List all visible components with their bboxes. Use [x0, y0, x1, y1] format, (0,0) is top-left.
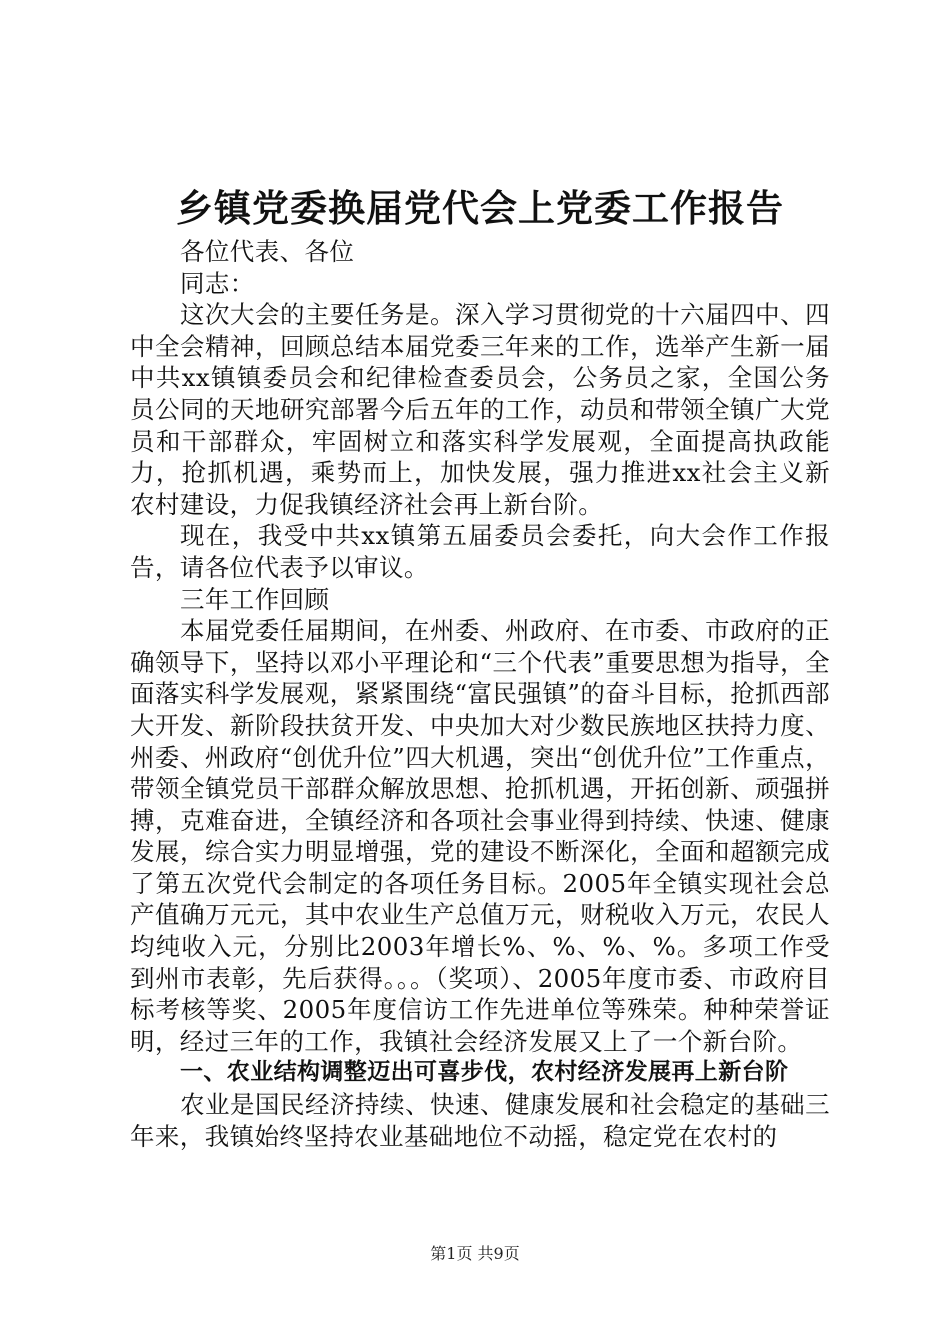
document-title: 乡镇党委换届党代会上党委工作报告 [176, 186, 784, 230]
paragraph-review: 本届党委任届期间，在州委、州政府、在市委、市政府的正确领导下，坚持以邓小平理论和“三个代表”重要思想为指导，全面落实科学发展观，紧紧围绕“富民强镇”的奋斗目标，抢抓西部大开发、新阶段扶贫开发、中央加大对少数民族地区扶持力度、州委、州政府“创优升位”四大机遇，突出“创优升位”工作重点，带领全镇党员干部群众解放思想、抢抓机遇，开拓创新、顽强拼搏，克难奋进，全镇经济和各项社会事业得到持续、快速、健康发展，综合实力明显增强，党的建设不断深化，全面和超额完成了第五次党代会制定的各项任务目标。2005年全镇实现社会总产值确万元元，其中农业生产总值万元，财税收入万元，农民人均纯收入元，分别比2003年增长%、%、%、%。多项工作受到州市表彰，先后获得。。。（奖项）、2005年度市委、市政府目标考核等奖、2005年度信访工作先进单位等殊荣。种种荣誉证明，经过三年的工作，我镇社会经济发展又上了一个新台阶。 [130, 616, 830, 1056]
paragraph-main-task: 这次大会的主要任务是。深入学习贯彻党的十六届四中、四中全会精神，回顾总结本届党委三年来的工作，选举产生新一届中共xx镇镇委员会和纪律检查委员会，公务员之家，全国公务员公同的天地研究部署今后五年的工作，动员和带领全镇广大党员和干部群众，牢固树立和落实科学发展观，全面提高执政能力，抢抓机遇，乘势而上，加快发展，强力推进xx社会主义新农村建设，力促我镇经济社会再上新台阶。 [130, 300, 830, 519]
paragraph-entrusted: 现在，我受中共xx镇第五届委员会委托，向大会作工作报告，请各位代表予以审议。 [130, 521, 830, 582]
document-page [130, 0, 830, 1344]
salutation-line-1: 各位代表、各位 [180, 237, 355, 266]
document-body [130, 236, 830, 1152]
section-title-review: 三年工作回顾 [180, 584, 330, 614]
paragraph-agriculture: 农业是国民经济持续、快速、健康发展和社会稳定的基础三年来，我镇始终坚持农业基础地位不动摇，稳定党在农村的 [130, 1090, 830, 1151]
page-number: 第1页 共9页 [430, 1244, 520, 1263]
section-heading-agriculture: 一、农业结构调整迈出可喜步伐，农村经济发展再上新台阶 [180, 1059, 789, 1086]
salutation-line-2: 同志： [180, 268, 255, 298]
